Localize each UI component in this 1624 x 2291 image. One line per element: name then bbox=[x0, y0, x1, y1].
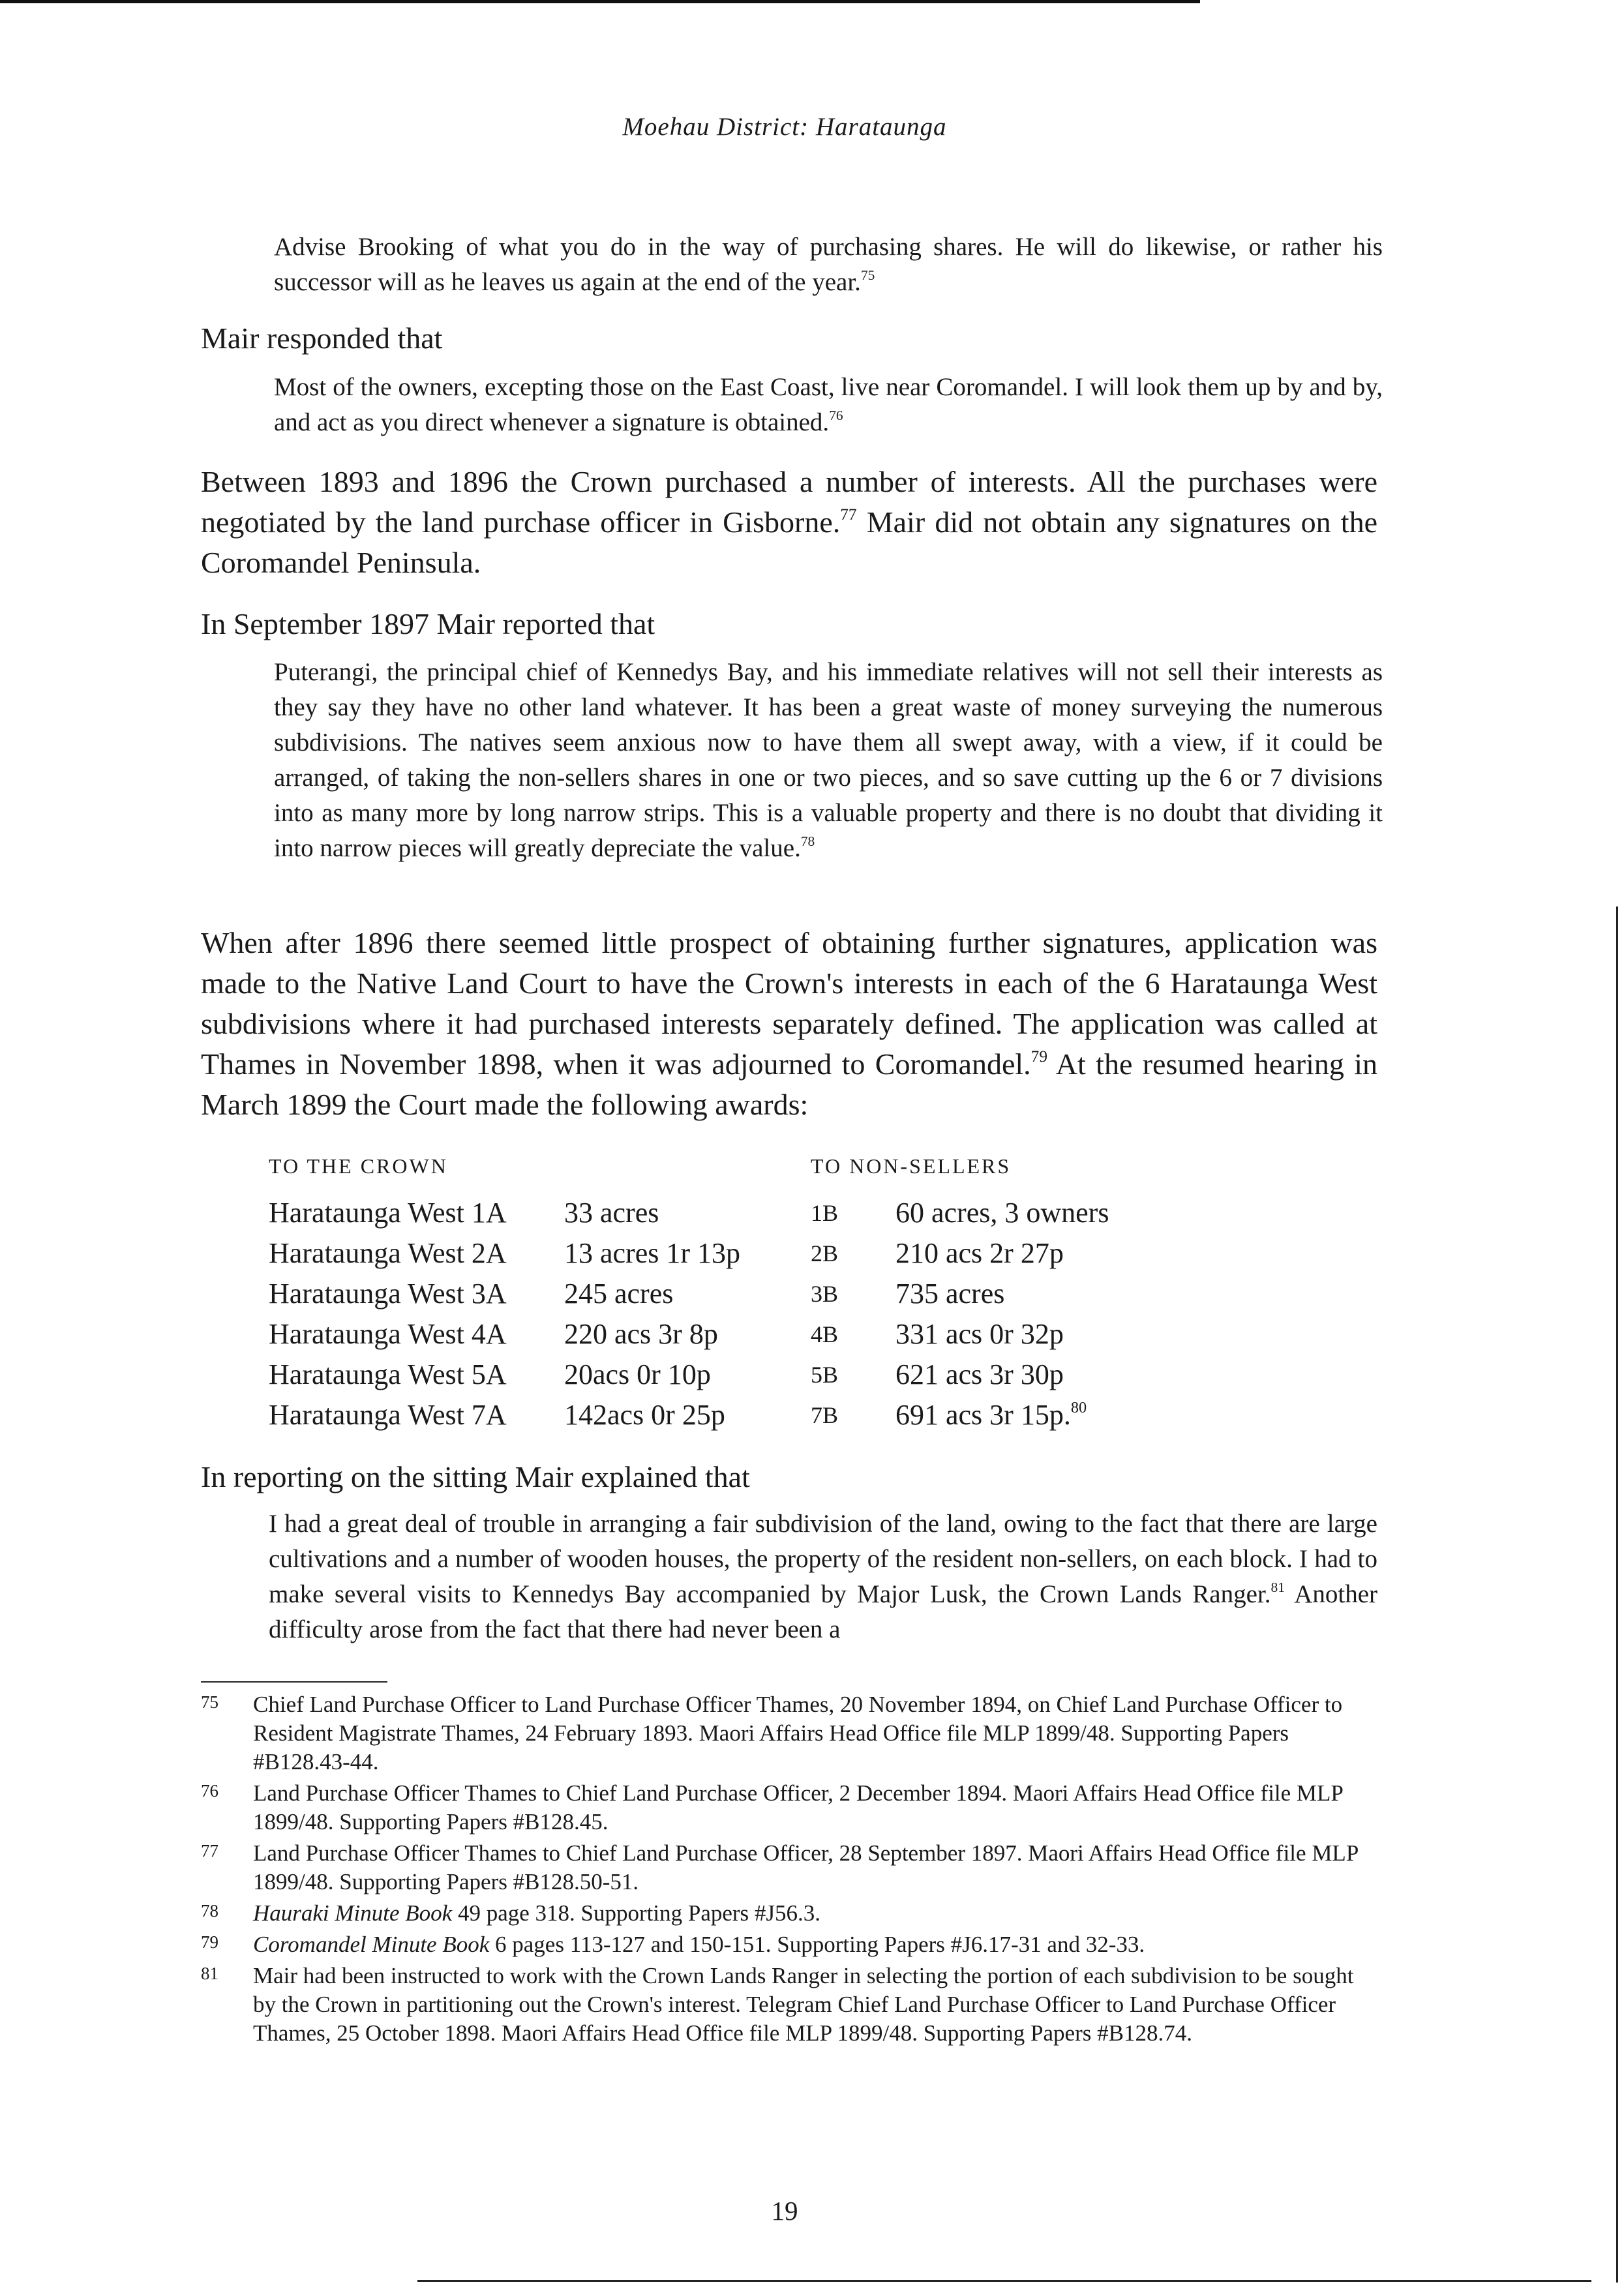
footnote-text bbox=[253, 1962, 1380, 2048]
award-nonseller-area-text: 735 acres bbox=[895, 1278, 1005, 1310]
awards-heading-nonsellers: TO NON-SELLERS bbox=[811, 1154, 1012, 1178]
award-nonseller-area-text: 210 acs 2r 27p bbox=[895, 1237, 1064, 1269]
award-row bbox=[269, 1314, 1109, 1355]
award-nonseller-code bbox=[811, 1193, 895, 1233]
bottom-rule bbox=[417, 2280, 1591, 2282]
award-crown-area bbox=[564, 1193, 811, 1233]
award-nonseller-code bbox=[811, 1314, 895, 1355]
award-nonseller-area bbox=[895, 1395, 1109, 1435]
quote-text: Advise Brooking of what you do in the way of purchasing shares. He will do likewise, or rather his successor will as he leaves us again at the end of the year. bbox=[274, 233, 1383, 296]
footnote bbox=[201, 1962, 1380, 2048]
block-quote-trouble bbox=[269, 1506, 1377, 1647]
footnote-ref: 78 bbox=[800, 833, 815, 849]
footnote-number: 76 bbox=[201, 1781, 218, 1801]
award-nonseller-area-text: 621 acs 3r 30p bbox=[895, 1358, 1064, 1390]
award-nonseller-code-text: 3B bbox=[811, 1281, 839, 1307]
award-nonseller-area-text: 331 acs 0r 32p bbox=[895, 1318, 1064, 1350]
lead-september-1897: In September 1897 Mair reported that bbox=[201, 607, 655, 640]
award-block-text: Harataunga West 5A bbox=[269, 1358, 507, 1390]
footnote-text bbox=[253, 1930, 1380, 1959]
footnote-text bbox=[253, 1899, 1380, 1928]
award-nonseller-code-text: 1B bbox=[811, 1200, 839, 1226]
footnote-text bbox=[253, 1690, 1380, 1776]
award-crown-area-text: 20acs 0r 10p bbox=[564, 1358, 711, 1390]
award-nonseller-code bbox=[811, 1355, 895, 1395]
right-margin-rule bbox=[1616, 906, 1618, 2283]
award-crown-area-text: 220 acs 3r 8p bbox=[564, 1318, 718, 1350]
award-block-text: Harataunga West 3A bbox=[269, 1278, 507, 1310]
footnote-ref: 80 bbox=[1070, 1398, 1087, 1416]
footnote-source-title: Coromandel Minute Book bbox=[253, 1932, 490, 1957]
award-block-text: Harataunga West 2A bbox=[269, 1237, 507, 1269]
footnote bbox=[201, 1690, 1380, 1776]
footnote-text bbox=[253, 1779, 1380, 1836]
footnote-rule bbox=[201, 1681, 387, 1683]
award-block bbox=[269, 1355, 564, 1395]
award-nonseller-code-text: 7B bbox=[811, 1402, 839, 1428]
footnote-body: 6 pages 113-127 and 150-151. Supporting Papers #J6.17-31 and 32-33. bbox=[489, 1932, 1145, 1957]
award-nonseller-code bbox=[811, 1395, 895, 1435]
award-block bbox=[269, 1274, 564, 1314]
footnote-ref: 77 bbox=[840, 505, 857, 524]
running-head: Moehau District: Harataunga bbox=[622, 113, 947, 141]
award-nonseller-code-text: 5B bbox=[811, 1362, 839, 1388]
award-nonseller-code bbox=[811, 1274, 895, 1314]
award-crown-area-text: 142acs 0r 25p bbox=[564, 1399, 725, 1431]
footnote-body: Land Purchase Officer Thames to Chief Land Purchase Officer, 2 December 1894. Maori Affairs Head Office file MLP 1899/48. Supporting Papers #B128.45. bbox=[253, 1780, 1343, 1834]
award-nonseller-area bbox=[895, 1314, 1109, 1355]
quote-text: Puterangi, the principal chief of Kennedys Bay, and his immediate relatives will not sell their interests as they say they have no other land whatever. It has been a great waste of money surveying the numerous subdivisions. The natives seem anxious now to have them all swept away, with a view, if it could be arranged, of taking the non-sellers shares in one or two pieces, and so save cutting up the 6 or 7 divisions into as many more by long narrow strips. This is a valuable property and there is no doubt that dividing it into narrow pieces will greatly depreciate the value. bbox=[274, 658, 1383, 862]
award-crown-area bbox=[564, 1274, 811, 1314]
award-nonseller-code-text: 4B bbox=[811, 1321, 839, 1347]
award-block-text: Harataunga West 4A bbox=[269, 1318, 507, 1350]
award-row bbox=[269, 1233, 1109, 1274]
footnote-number: 81 bbox=[201, 1964, 218, 1983]
footnote bbox=[201, 1779, 1380, 1836]
award-row bbox=[269, 1274, 1109, 1314]
award-row bbox=[269, 1395, 1109, 1435]
block-quote-advise bbox=[274, 230, 1383, 300]
award-row bbox=[269, 1355, 1109, 1395]
footnote-body: Mair had been instructed to work with the Crown Lands Ranger in selecting the portion of each subdivision to be sought by the Crown in partitioning out the Crown's interest. Telegram Chief Land Purchase Officer to Land Purchase Officer Thames, 25 October 1898. Maori Affairs Head Office file MLP 1899/48. Supporting Papers #B128.74. bbox=[253, 1963, 1354, 2046]
award-crown-area-text: 33 acres bbox=[564, 1197, 659, 1229]
footnote bbox=[201, 1839, 1380, 1896]
page-number: 19 bbox=[771, 2196, 798, 2226]
award-block-text: Harataunga West 1A bbox=[269, 1197, 507, 1229]
paragraph-application bbox=[201, 923, 1377, 1125]
paragraph-text: When after 1896 there seemed little prospect of obtaining further signatures, application was made to the Native Land Court to have the Crown's interests in each of the 6 Harataunga West subdivisions where it had purchased interests separately defined. The application was called at Thames in November 1898, when it was adjourned to Coromandel. bbox=[201, 926, 1377, 1081]
footnote-text bbox=[253, 1839, 1380, 1896]
award-crown-area-text: 13 acres 1r 13p bbox=[564, 1237, 741, 1269]
award-nonseller-area bbox=[895, 1193, 1109, 1233]
lead-reporting: In reporting on the sitting Mair explained that bbox=[201, 1460, 750, 1493]
footnote-number: 78 bbox=[201, 1901, 218, 1921]
awards-heading-crown: TO THE CROWN bbox=[269, 1154, 448, 1178]
awards-table bbox=[269, 1193, 1109, 1435]
footnote bbox=[201, 1930, 1380, 1959]
lead-mair-responded: Mair responded that bbox=[201, 322, 443, 355]
block-quote-owners bbox=[274, 370, 1383, 440]
award-block bbox=[269, 1395, 564, 1435]
award-block bbox=[269, 1314, 564, 1355]
footnote-ref: 76 bbox=[829, 407, 843, 423]
quote-text: I had a great deal of trouble in arranging a fair subdivision of the land, owing to the fact that there are large cultivations and a number of wooden houses, the property of the resident non-sellers, on each block. I had to make several visits to Kennedys Bay accompanied by Major Lusk, the Crown Lands Ranger. bbox=[269, 1510, 1377, 1608]
footnote bbox=[201, 1899, 1380, 1928]
award-crown-area bbox=[564, 1233, 811, 1274]
footnote-body: Land Purchase Officer Thames to Chief Land Purchase Officer, 28 September 1897. Maori Affairs Head Office file MLP 1899/48. Supporting Papers #B128.50-51. bbox=[253, 1840, 1358, 1894]
footnote-number: 75 bbox=[201, 1692, 218, 1712]
paragraph-text: Mair did not obtain any signatures on the Coromandel Peninsula. bbox=[201, 505, 1377, 579]
award-nonseller-area-text: 691 acs 3r 15p. bbox=[895, 1399, 1071, 1431]
award-nonseller-area bbox=[895, 1274, 1109, 1314]
footnote-ref: 79 bbox=[1030, 1047, 1047, 1066]
footnotes bbox=[201, 1690, 1380, 2050]
paragraph-text: Between 1893 and 1896 the Crown purchased a number of interests. All the purchases were negotiated by the land purchase officer in Gisborne. bbox=[201, 465, 1377, 539]
award-crown-area bbox=[564, 1314, 811, 1355]
award-block bbox=[269, 1233, 564, 1274]
award-nonseller-area-text: 60 acres, 3 owners bbox=[895, 1197, 1109, 1229]
award-row bbox=[269, 1193, 1109, 1233]
award-block-text: Harataunga West 7A bbox=[269, 1399, 507, 1431]
footnote-number: 79 bbox=[201, 1932, 218, 1952]
award-block bbox=[269, 1193, 564, 1233]
footnote-number: 77 bbox=[201, 1841, 218, 1861]
award-crown-area bbox=[564, 1395, 811, 1435]
footnote-ref: 81 bbox=[1271, 1579, 1285, 1595]
award-nonseller-area bbox=[895, 1233, 1109, 1274]
block-quote-puterangi bbox=[274, 655, 1383, 866]
footnote-body: Chief Land Purchase Officer to Land Purchase Officer Thames, 20 November 1894, on Chief Land Purchase Officer to Resident Magistrate Thames, 24 February 1893. Maori Affairs Head Office file MLP 1899/48. Supporting Papers #B128.43-44. bbox=[253, 1692, 1343, 1774]
footnote-source-title: Hauraki Minute Book bbox=[253, 1900, 453, 1926]
paragraph-text: At the resumed hearing in March 1899 the Court made the following awards: bbox=[201, 1047, 1377, 1121]
footnote-ref: 75 bbox=[860, 267, 875, 283]
paragraph-purchases bbox=[201, 462, 1377, 583]
top-rule bbox=[0, 0, 1200, 3]
award-crown-area-text: 245 acres bbox=[564, 1278, 674, 1310]
award-nonseller-code-text: 2B bbox=[811, 1240, 839, 1266]
award-nonseller-code bbox=[811, 1233, 895, 1274]
quote-text: Another difficulty arose from the fact that there had never been a bbox=[269, 1580, 1377, 1643]
award-crown-area bbox=[564, 1355, 811, 1395]
award-nonseller-area bbox=[895, 1355, 1109, 1395]
footnote-body: 49 page 318. Supporting Papers #J56.3. bbox=[452, 1900, 821, 1926]
quote-text: Most of the owners, excepting those on the East Coast, live near Coromandel. I will look them up by and by, and act as you direct whenever a signature is obtained. bbox=[274, 373, 1383, 436]
